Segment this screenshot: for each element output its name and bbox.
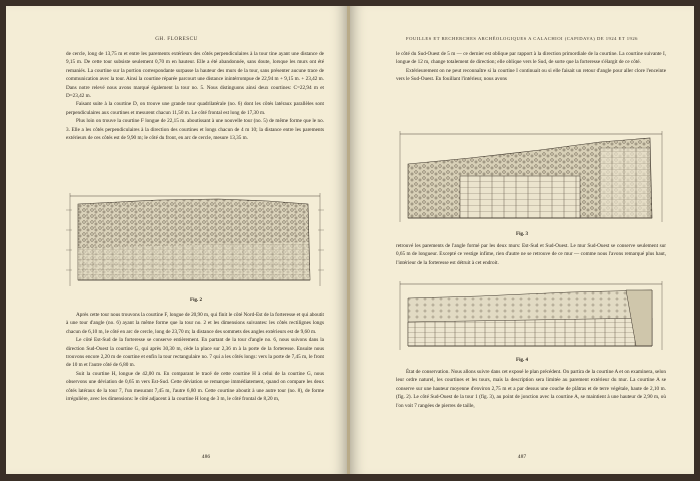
paragraph: Suit la courtine H, longue de 42,00 m. En comparant le tracé de cette courtine H à celui de la courtine G, nous observons une déviation de 0,65 m vers Est-Sud. Cette déviation se remarque immédiatement, quand on compare les deux côtés latéraux de la tour 7, l'un mesurant 7,45 m, l'autre 6,80 m. Cette courtine aboutit à une autre tour (no. 8), de forme irrégulière, avec les dimensions: le côté adjacent à la courtine H long de 3 m, le côté frontal de 8,20 m, <box>66 370 324 403</box>
right-page <box>350 6 694 474</box>
left-text-bottom <box>66 311 324 403</box>
paragraph: le côté du Sud-Ouest de 5 m — ce dernier est oblique par rapport à la direction primordiale de la courtine. La courtine suivante I, longue de 12 m, change totalement de direction; elle oblique vers le Sud, de sorte que la forteresse s'élargit de ce côté. <box>396 51 666 66</box>
paragraph: Faisant suite à la courtine D, on trouve une grande tour quadrilatérale (no. 6) dont les côtés latéraux parallèles sont perpendiculaires aux courtines et mesurent chacun 11,50 m. Le côté frontal est long de 17,30 m. <box>66 101 324 116</box>
left-page <box>6 6 347 474</box>
right-text-bottom <box>396 368 666 410</box>
paragraph: Extérieurement on ne peut reconnaître si la courtine I continuait ou si elle faisait un retour d'angle pour aller clore l'enceinte vers le Sud-Ouest. En fouillant l'intérieur, nous avons <box>396 67 666 83</box>
paragraph: retrouvé les parements de l'angle formé par les deux murs: Est-Sud et Sud-Ouest. Le mur Sud-Ouest se conserve seulement sur 0,65 m de longueur. Excepté ce vestige infime, rien d'autre ne se retrouve de ce mur — comme nous l'avons remarqué plus haut, l'intérieur de la forteresse est détruit à cet endroit. <box>396 243 666 266</box>
paragraph: Plus loin on trouve la courtine F longue de 22,15 m. aboutissant à une nouvelle tour (no. 5) de même forme que le no. 3. Elle a les côtés perpendiculaires à la direction des courtines et longs chacun de 4 m 10; la distance entre les parements extérieurs de ces côtés est de 9,90 m; le côté du front, en arc de cercle, mesure 13,35 m. <box>66 118 324 142</box>
figure-3-drawing <box>390 128 672 228</box>
page-number-left: 486 <box>201 454 211 460</box>
left-running-header: GH. FLORESCU <box>155 36 198 42</box>
right-text-top <box>396 50 666 84</box>
paragraph: État de conservation. Nous allons suivre dans cet exposé le plan précédent. On partira de la courtine A et on examinera, selon leur ordre naturel, les courtines et les tours, mais la description sera limitée au parement extérieur du mur. La courtine A se conserve sur une hauteur moyenne d'environ 2,75 m et a par dessus une couche de plâtras et de terre végétale, haute de 2,10 m. (fig. 2). Le côté Sud-Ouest de la tour 1 (fig. 3), au point de jonction avec la courtine A, se maintient à une hauteur de 2,90 m, où l'on voit 7 rangées de pierres de taille, <box>396 369 666 409</box>
figure-2-caption: Fig. 2 <box>190 298 202 303</box>
figure-2-drawing <box>58 190 334 292</box>
left-text-top <box>66 50 324 142</box>
figure-4-caption: Fig. 4 <box>516 358 528 363</box>
page-number-right: 487 <box>517 454 527 460</box>
paragraph: Le côté Est-Sud de la forteresse se conserve entièrement. En partant de la tour d'angle no. 6, nous suivons dans la direction Sud-Ouest la courtine G, qui après 30,30 m, cède la place sur 2,36 m à la porte de la forteresse. Ensuite nous trouvons encore 2,20 m de courtine et enfin la tour rectangulaire no. 7 qui a les côtés longs: vers la porte de 7,45 m, le front de 10 m et l'autre côté de 6,80 m. <box>66 337 324 369</box>
right-running-header: FOUILLES ET RECHERCHES ARCHÉOLOGIQUES A CALACHIOI (CAPIDAVA) DE 1924 ET 1926 <box>406 36 638 41</box>
figure-3-caption: Fig. 3 <box>516 232 528 237</box>
paragraph: de cercle, long de 13,75 m et entre les parements extérieurs des côtés perpendiculaires à la tour tine ayant une distance de 9,15 m. De cette tour subsiste seulement 0,70 m en hauteur. Elle a été abandonnée, sans doute, lorsque les murs ont été remaniés. La courtine sur la portion correspondante surpasse la hauteur des murs de la tour, sans présenter aucune trace de communication avec la tour. Ainsi la courtine réparée parcourt une distance inintérrompue de 22,94 m + 9,15 m. + 23,42 m. Dans notre relevé nous avons marqué également la tour no. 5. Nous distinguons ainsi deux courtines: C=22,94 m et D=23,42 m. <box>66 51 324 100</box>
paragraph: Après cette tour nous trouvons la courtine F, longue de 20,90 m, qui finit le côté Nord-Est de la forteresse et qui aboutit à une tour d'angle (no. 6) ayant la même forme que la tour no. 2 et les dimensions suivantes: les côtés rectilignes longs chacun de 6,10 m, le côté en arc de cercle, long de 23,70 m; la distance des sommets des angles extérieurs est de 9,60 m. <box>66 312 324 335</box>
right-text-middle <box>396 242 666 267</box>
figure-4-drawing <box>390 278 672 356</box>
